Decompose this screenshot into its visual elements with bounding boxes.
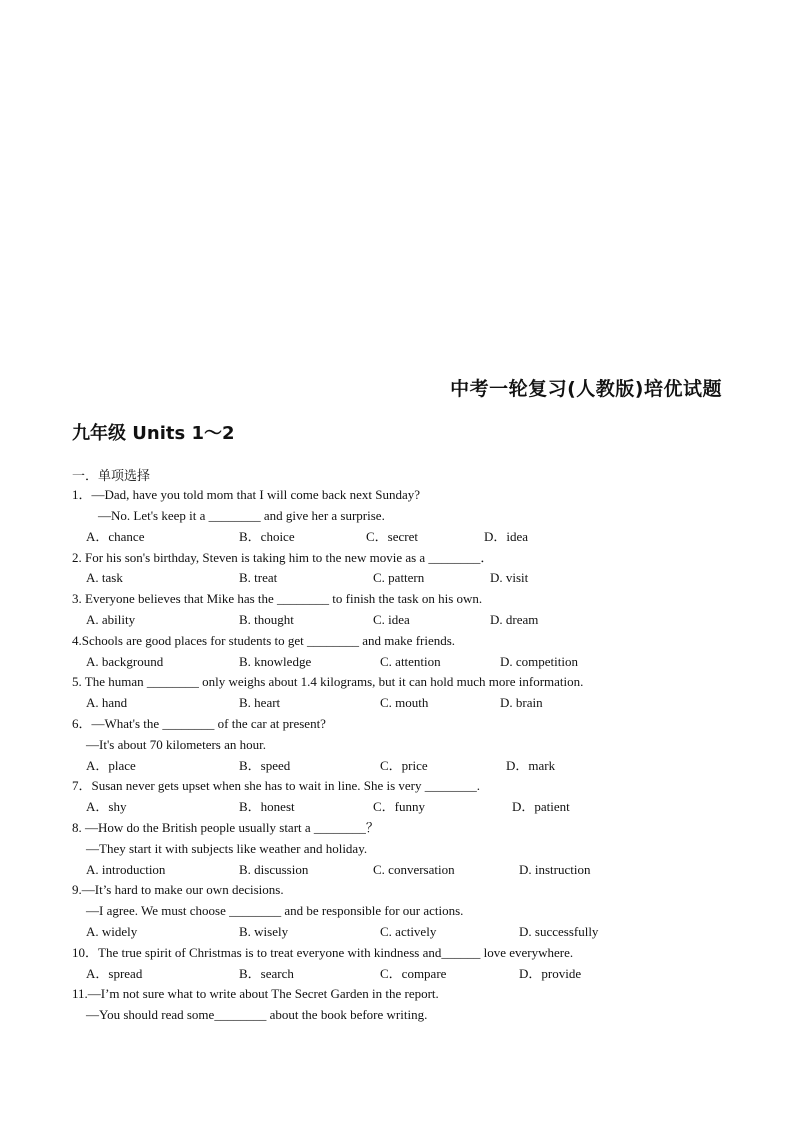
question-6-reply: —It's about 70 kilometers an hour. (86, 737, 266, 752)
question-7-option-b: B．honest (239, 799, 295, 814)
question-7-option-d: D．patient (512, 799, 570, 814)
question-9-reply: —I agree. We must choose ________ and be responsible for our actions. (86, 903, 464, 918)
question-7-stem: 7．Susan never gets upset when she has to wait in line. She is very ________. (72, 778, 480, 793)
question-6-option-a: A．place (86, 758, 136, 773)
question-8-option-c: C. conversation (373, 862, 455, 877)
question-7-option-c: C．funny (373, 799, 426, 814)
question-1-option-c: C．secret (366, 529, 418, 544)
question-11-reply: —You should read some________ about the book before writing. (86, 1007, 428, 1022)
question-5-option-b: B. heart (239, 695, 281, 710)
question-4-option-b: B. knowledge (239, 654, 312, 669)
question-1-option-a: A．chance (86, 529, 145, 544)
question-11-stem: 11.—I’m not sure what to write about The Secret Garden in the report. (72, 986, 439, 1001)
question-8-reply: —They start it with subjects like weather and holiday. (86, 841, 368, 856)
question-9-stem: 9.—It’s hard to make our own decisions. (72, 882, 284, 897)
question-4-option-a: A. background (86, 654, 164, 669)
question-4-option-c: C. attention (380, 654, 441, 669)
question-5-option-a: A. hand (86, 695, 128, 710)
question-8-stem: 8. —How do the British people usually start a ________？ (72, 820, 379, 835)
question-3-option-a: A. ability (86, 612, 136, 627)
question-9-option-c: C. actively (380, 924, 437, 939)
question-3-option-b: B. thought (239, 612, 294, 627)
question-4-option-d: D. competition (500, 654, 578, 669)
question-3-stem: 3. Everyone believes that Mike has the ________ to finish the task on his own. (72, 591, 483, 606)
section-title: 一．单项选择 (72, 469, 151, 484)
question-5-option-d: D. brain (500, 695, 543, 710)
question-1-option-d: D．idea (484, 529, 529, 544)
question-5-stem: 5. The human ________ only weighs about 1.4 kilograms, but it can hold much more information. (72, 674, 584, 689)
question-6-stem: 6．—What's the ________ of the car at present? (72, 716, 326, 731)
question-10-option-b: B．search (239, 966, 294, 981)
question-10-option-c: C．compare (380, 966, 447, 981)
question-9-option-a: A. widely (86, 924, 138, 939)
question-6-option-d: D．mark (506, 758, 556, 773)
question-1-reply: —No. Let's keep it a ________ and give her a surprise. (98, 508, 385, 523)
question-2-stem: 2. For his son's birthday, Steven is taking him to the new movie as a ________． (72, 550, 494, 565)
question-10-option-a: A．spread (86, 966, 143, 981)
question-2-option-a: A. task (86, 570, 123, 585)
page-title: 中考一轮复习(人教版)培优试题 (450, 378, 722, 400)
question-10-stem: 10．The true spirit of Christmas is to treat everyone with kindness and______ love everywhere. (72, 945, 574, 960)
question-1-option-b: B．choice (239, 529, 295, 544)
question-10-option-d: D．provide (519, 966, 582, 981)
unit-title: 九年级 Units 1～2 (72, 423, 235, 444)
question-7-option-a: A．shy (86, 799, 127, 814)
question-9-option-b: B. wisely (239, 924, 289, 939)
question-8-option-d: D. instruction (519, 862, 591, 877)
question-8-option-b: B. discussion (239, 862, 309, 877)
question-5-option-c: C. mouth (380, 695, 429, 710)
question-3-option-d: D. dream (490, 612, 539, 627)
question-6-option-c: C．price (380, 758, 428, 773)
question-4-stem: 4.Schools are good places for students to get ________ and make friends. (72, 633, 456, 648)
question-3-option-c: C. idea (373, 612, 410, 627)
question-2-option-c: C. pattern (373, 570, 425, 585)
question-8-option-a: A. introduction (86, 862, 166, 877)
question-2-option-b: B. treat (239, 570, 278, 585)
question-6-option-b: B．speed (239, 758, 291, 773)
question-9-option-d: D. successfully (519, 924, 599, 939)
question-2-option-d: D. visit (490, 570, 529, 585)
question-1-stem: 1．—Dad, have you told mom that I will come back next Sunday? (72, 487, 421, 502)
